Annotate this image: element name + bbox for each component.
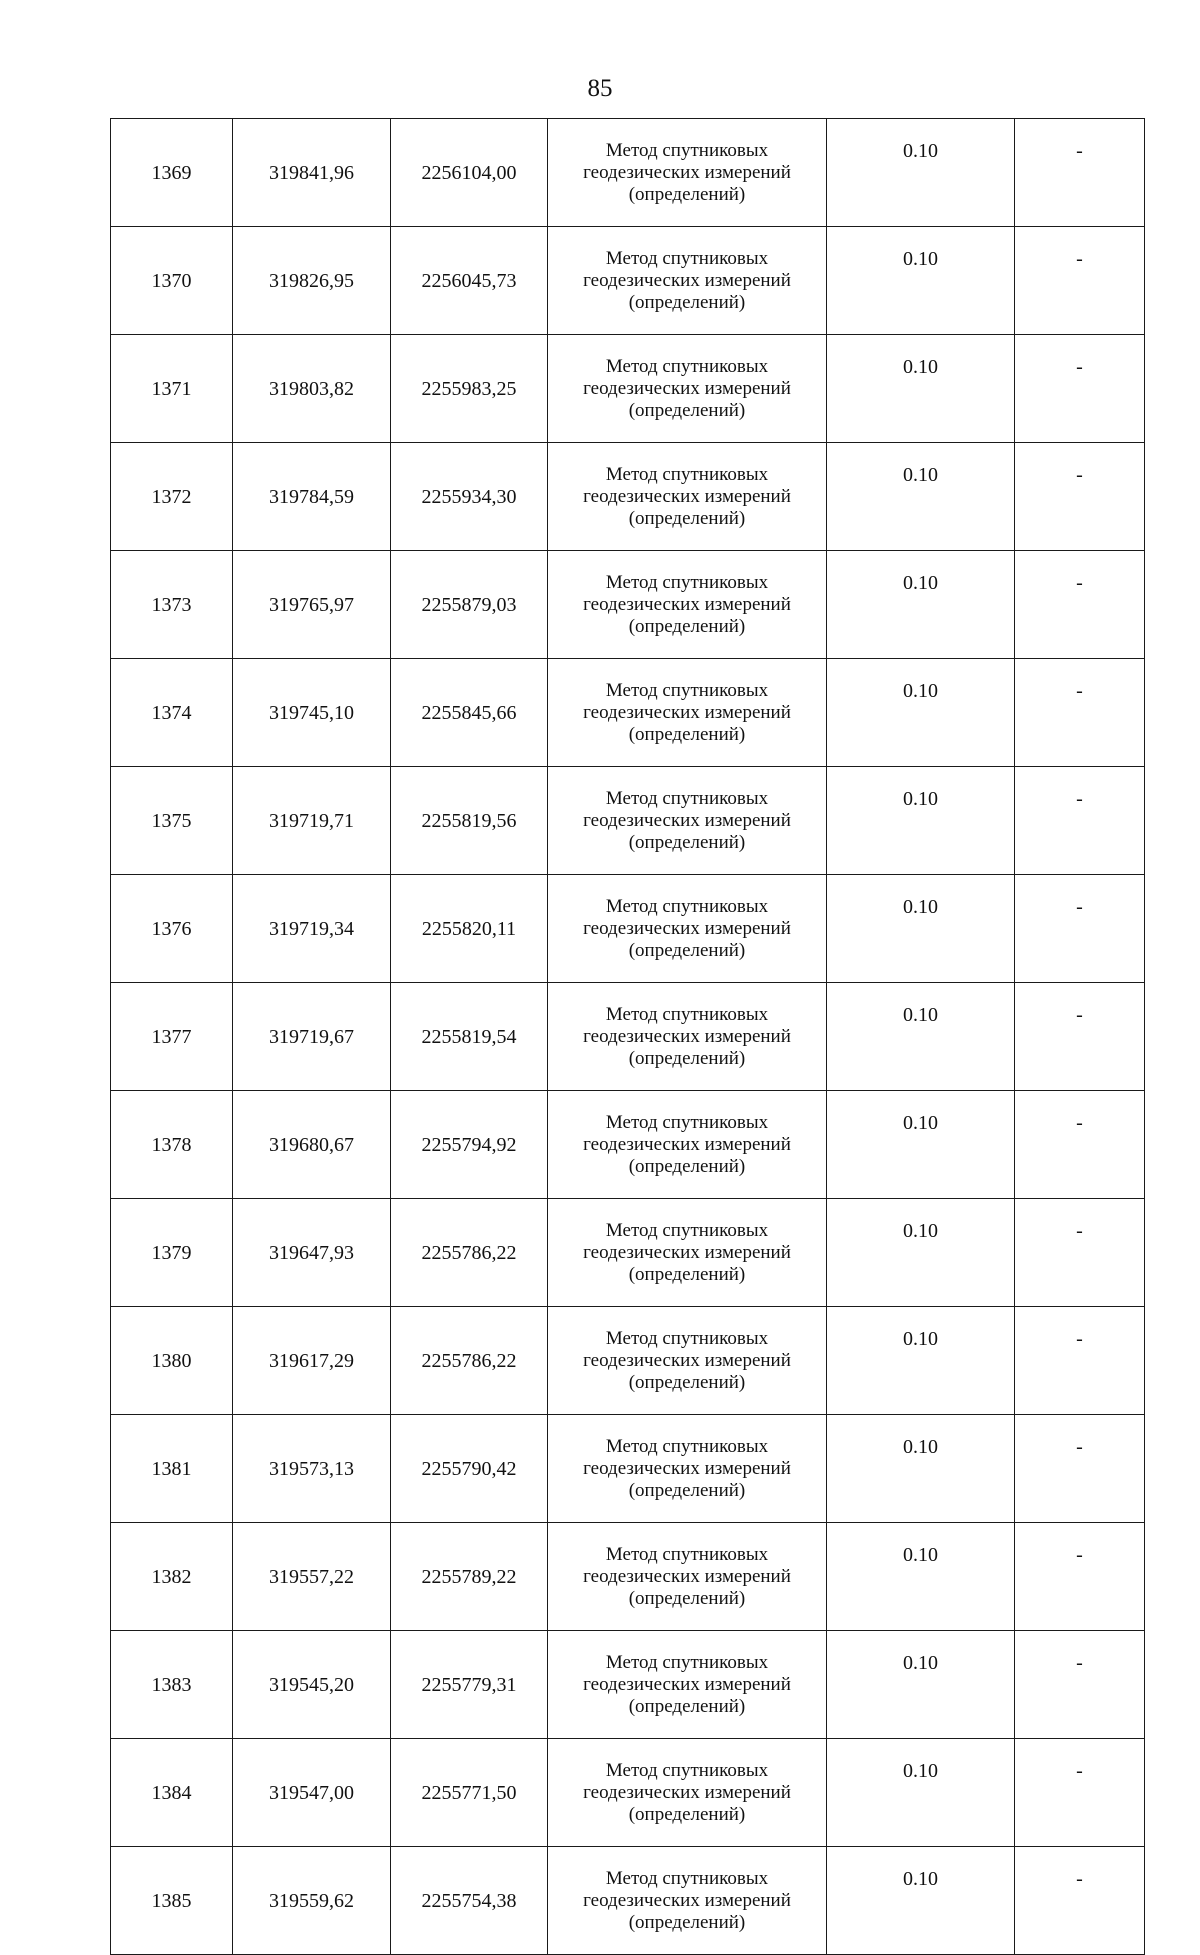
page-number: 85 [587,75,613,102]
point-number-cell: 1371 [111,335,233,443]
method-line: геодезических измерений [583,377,791,399]
note-cell: - [1015,335,1145,443]
method-line: геодезических измерений [583,1889,791,1911]
note-cell: - [1015,1307,1145,1415]
y-coordinate-cell: 2255771,50 [391,1739,548,1847]
method-line: (определений) [628,1263,746,1285]
method-line: Метод спутниковых [605,1651,769,1673]
point-number-cell: 1383 [111,1631,233,1739]
y-coordinate-cell: 2255789,22 [391,1523,548,1631]
method-line: геодезических измерений [583,1349,791,1371]
x-coordinate-cell: 319547,00 [233,1739,391,1847]
x-coordinate-cell: 319719,67 [233,983,391,1091]
method-line: Метод спутниковых [605,247,769,269]
x-coordinate-cell: 319784,59 [233,443,391,551]
table-row [111,659,1145,767]
note-cell: - [1015,1523,1145,1631]
method-cell [548,1631,827,1739]
y-coordinate-cell: 2255934,30 [391,443,548,551]
method-line: геодезических измерений [583,1133,791,1155]
precision-cell: 0.10 [827,1307,1015,1415]
method-cell [548,1739,827,1847]
x-coordinate-cell: 319647,93 [233,1199,391,1307]
precision-cell: 0.10 [827,767,1015,875]
y-coordinate-cell: 2255983,25 [391,335,548,443]
method-line: геодезических измерений [583,1781,791,1803]
point-number-cell: 1379 [111,1199,233,1307]
x-coordinate-cell: 319557,22 [233,1523,391,1631]
table-row [111,875,1145,983]
point-number-cell: 1376 [111,875,233,983]
method-cell [548,767,827,875]
precision-cell: 0.10 [827,551,1015,659]
method-line: (определений) [628,1911,746,1933]
method-cell [548,335,827,443]
y-coordinate-cell: 2255790,42 [391,1415,548,1523]
method-line: Метод спутниковых [605,1111,769,1133]
method-cell [548,1523,827,1631]
x-coordinate-cell: 319617,29 [233,1307,391,1415]
method-line: (определений) [628,1047,746,1069]
y-coordinate-cell: 2255786,22 [391,1199,548,1307]
x-coordinate-cell: 319803,82 [233,335,391,443]
y-coordinate-cell: 2255845,66 [391,659,548,767]
note-cell: - [1015,1199,1145,1307]
method-line: Метод спутниковых [605,787,769,809]
x-coordinate-cell: 319719,71 [233,767,391,875]
precision-cell: 0.10 [827,227,1015,335]
method-line: (определений) [628,399,746,421]
x-coordinate-cell: 319545,20 [233,1631,391,1739]
point-number-cell: 1374 [111,659,233,767]
note-cell: - [1015,767,1145,875]
method-line: Метод спутниковых [605,1003,769,1025]
precision-cell: 0.10 [827,659,1015,767]
table-row [111,227,1145,335]
table-row [111,551,1145,659]
note-cell: - [1015,1415,1145,1523]
method-line: геодезических измерений [583,593,791,615]
method-line: (определений) [628,1479,746,1501]
precision-cell: 0.10 [827,1091,1015,1199]
method-cell [548,983,827,1091]
x-coordinate-cell: 319826,95 [233,227,391,335]
method-line: Метод спутниковых [605,1327,769,1349]
method-line: (определений) [628,183,746,205]
x-coordinate-cell: 319573,13 [233,1415,391,1523]
table-row [111,1847,1145,1955]
table-row [111,1415,1145,1523]
method-cell [548,227,827,335]
method-line: Метод спутниковых [605,1867,769,1889]
x-coordinate-cell: 319559,62 [233,1847,391,1955]
table-row [111,119,1145,227]
method-line: Метод спутниковых [605,463,769,485]
method-line: (определений) [628,723,746,745]
note-cell: - [1015,875,1145,983]
method-line: Метод спутниковых [605,571,769,593]
y-coordinate-cell: 2256104,00 [391,119,548,227]
precision-cell: 0.10 [827,335,1015,443]
y-coordinate-cell: 2256045,73 [391,227,548,335]
point-number-cell: 1384 [111,1739,233,1847]
point-number-cell: 1380 [111,1307,233,1415]
method-line: Метод спутниковых [605,1435,769,1457]
table-row [111,1199,1145,1307]
method-cell [548,875,827,983]
table-row [111,1091,1145,1199]
table-row [111,1523,1145,1631]
precision-cell: 0.10 [827,1523,1015,1631]
point-number-cell: 1372 [111,443,233,551]
method-cell [548,443,827,551]
note-cell: - [1015,1739,1145,1847]
precision-cell: 0.10 [827,119,1015,227]
precision-cell: 0.10 [827,1199,1015,1307]
table-row [111,1631,1145,1739]
point-number-cell: 1382 [111,1523,233,1631]
method-line: (определений) [628,1155,746,1177]
point-number-cell: 1375 [111,767,233,875]
coordinates-table-body [111,119,1145,1955]
method-cell [548,1091,827,1199]
method-line: (определений) [628,507,746,529]
method-line: геодезических измерений [583,1241,791,1263]
y-coordinate-cell: 2255819,54 [391,983,548,1091]
precision-cell: 0.10 [827,1847,1015,1955]
method-line: Метод спутниковых [605,1543,769,1565]
method-line: Метод спутниковых [605,355,769,377]
point-number-cell: 1377 [111,983,233,1091]
note-cell: - [1015,1847,1145,1955]
note-cell: - [1015,1091,1145,1199]
method-cell [548,1847,827,1955]
method-line: геодезических измерений [583,1457,791,1479]
method-line: (определений) [628,1803,746,1825]
method-line: геодезических измерений [583,1025,791,1047]
method-line: (определений) [628,1587,746,1609]
note-cell: - [1015,983,1145,1091]
method-line: геодезических измерений [583,809,791,831]
x-coordinate-cell: 319765,97 [233,551,391,659]
method-line: (определений) [628,615,746,637]
y-coordinate-cell: 2255754,38 [391,1847,548,1955]
point-number-cell: 1370 [111,227,233,335]
point-number-cell: 1373 [111,551,233,659]
method-line: Метод спутниковых [605,1759,769,1781]
method-line: (определений) [628,939,746,961]
method-line: геодезических измерений [583,1565,791,1587]
method-line: Метод спутниковых [605,139,769,161]
method-line: (определений) [628,1695,746,1717]
method-cell [548,659,827,767]
method-line: геодезических измерений [583,161,791,183]
x-coordinate-cell: 319719,34 [233,875,391,983]
table-row [111,1739,1145,1847]
method-cell [548,1307,827,1415]
table-row [111,983,1145,1091]
table-row [111,335,1145,443]
table-row [111,443,1145,551]
note-cell: - [1015,119,1145,227]
note-cell: - [1015,551,1145,659]
y-coordinate-cell: 2255879,03 [391,551,548,659]
note-cell: - [1015,659,1145,767]
method-cell [548,551,827,659]
method-line: геодезических измерений [583,917,791,939]
method-line: (определений) [628,831,746,853]
precision-cell: 0.10 [827,983,1015,1091]
method-line: Метод спутниковых [605,895,769,917]
method-cell [548,1199,827,1307]
precision-cell: 0.10 [827,875,1015,983]
table-row [111,1307,1145,1415]
method-line: геодезических измерений [583,701,791,723]
method-line: геодезических измерений [583,1673,791,1695]
point-number-cell: 1369 [111,119,233,227]
method-line: (определений) [628,291,746,313]
point-number-cell: 1385 [111,1847,233,1955]
x-coordinate-cell: 319745,10 [233,659,391,767]
method-line: (определений) [628,1371,746,1393]
table-row [111,767,1145,875]
precision-cell: 0.10 [827,443,1015,551]
method-line: Метод спутниковых [605,679,769,701]
point-number-cell: 1378 [111,1091,233,1199]
method-cell [548,119,827,227]
y-coordinate-cell: 2255779,31 [391,1631,548,1739]
precision-cell: 0.10 [827,1415,1015,1523]
x-coordinate-cell: 319680,67 [233,1091,391,1199]
method-line: Метод спутниковых [605,1219,769,1241]
point-number-cell: 1381 [111,1415,233,1523]
y-coordinate-cell: 2255794,92 [391,1091,548,1199]
x-coordinate-cell: 319841,96 [233,119,391,227]
precision-cell: 0.10 [827,1631,1015,1739]
method-line: геодезических измерений [583,485,791,507]
method-line: геодезических измерений [583,269,791,291]
precision-cell: 0.10 [827,1739,1015,1847]
y-coordinate-cell: 2255820,11 [391,875,548,983]
note-cell: - [1015,1631,1145,1739]
note-cell: - [1015,443,1145,551]
coordinates-table [110,118,1145,1955]
method-cell [548,1415,827,1523]
note-cell: - [1015,227,1145,335]
y-coordinate-cell: 2255819,56 [391,767,548,875]
y-coordinate-cell: 2255786,22 [391,1307,548,1415]
